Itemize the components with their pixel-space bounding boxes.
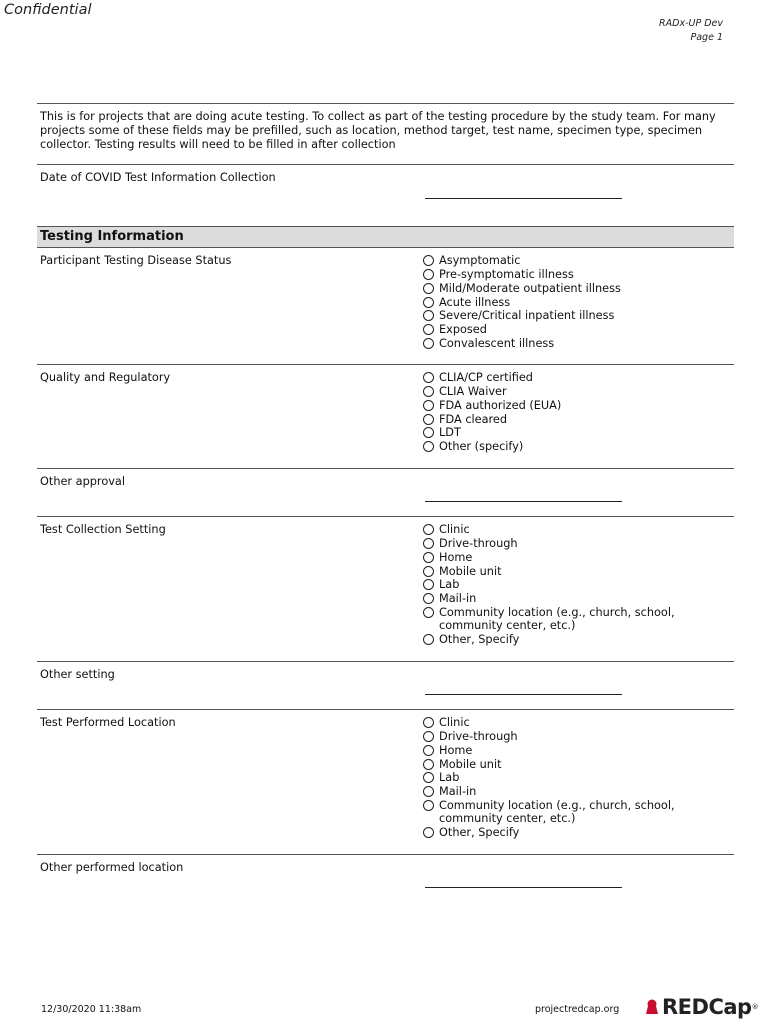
radio-icon[interactable] bbox=[423, 441, 434, 452]
option[interactable]: FDA cleared bbox=[423, 413, 689, 427]
option[interactable]: Pre-symptomatic illness bbox=[423, 268, 689, 282]
field-label: Test Performed Location bbox=[40, 716, 176, 730]
option[interactable]: Convalescent illness bbox=[423, 337, 689, 351]
option[interactable]: Other, Specify bbox=[423, 633, 689, 647]
option[interactable]: Other, Specify bbox=[423, 826, 689, 840]
redcap-logo bbox=[645, 995, 759, 1019]
option[interactable]: Drive-through bbox=[423, 537, 689, 551]
option[interactable]: Other (specify) bbox=[423, 440, 689, 454]
option[interactable]: Home bbox=[423, 744, 689, 758]
intro-text: This is for projects that are doing acute testing. To collect as part of the testing procedure by the study team. For many projects some of these fields may be prefilled, such as location, method target, test name, specimen type, specimen collector. Testing results will need to be filled in after collection bbox=[40, 110, 716, 151]
option[interactable]: Home bbox=[423, 551, 689, 565]
option[interactable]: CLIA Waiver bbox=[423, 385, 689, 399]
form-content bbox=[37, 103, 734, 902]
section-header: Testing Information bbox=[37, 226, 734, 248]
radio-icon[interactable] bbox=[423, 372, 434, 383]
field-label: Quality and Regulatory bbox=[40, 371, 171, 385]
field-label: Other approval bbox=[40, 475, 125, 489]
radio-icon[interactable] bbox=[423, 324, 434, 335]
options-group bbox=[423, 254, 689, 350]
radio-icon[interactable] bbox=[423, 386, 434, 397]
option[interactable]: Exposed bbox=[423, 323, 689, 337]
field-quality bbox=[37, 365, 734, 468]
radio-icon[interactable] bbox=[423, 524, 434, 535]
date-input-line[interactable] bbox=[425, 198, 622, 199]
radio-icon[interactable] bbox=[423, 552, 434, 563]
redcap-logo-icon bbox=[645, 999, 661, 1015]
radio-icon[interactable] bbox=[423, 634, 434, 645]
option[interactable]: Clinic bbox=[423, 523, 689, 537]
option[interactable]: FDA authorized (EUA) bbox=[423, 399, 689, 413]
option[interactable]: Severe/Critical inpatient illness bbox=[423, 309, 689, 323]
field-label: Date of COVID Test Information Collection bbox=[40, 171, 276, 185]
radio-icon[interactable] bbox=[423, 538, 434, 549]
option[interactable]: Community location (e.g., church, school, community center, etc.) bbox=[423, 606, 689, 633]
field-label: Other setting bbox=[40, 668, 115, 682]
radio-icon[interactable] bbox=[423, 427, 434, 438]
radio-icon[interactable] bbox=[423, 310, 434, 321]
footer-site-link[interactable]: projectredcap.org bbox=[535, 1004, 620, 1015]
other-approval-input-line[interactable] bbox=[425, 501, 622, 502]
radio-icon[interactable] bbox=[423, 255, 434, 266]
page-header bbox=[659, 17, 723, 45]
option[interactable]: CLIA/CP certified bbox=[423, 371, 689, 385]
radio-icon[interactable] bbox=[423, 338, 434, 349]
field-disease-status bbox=[37, 248, 734, 364]
radio-icon[interactable] bbox=[423, 759, 434, 770]
option[interactable]: Lab bbox=[423, 771, 689, 785]
option[interactable]: Lab bbox=[423, 578, 689, 592]
redcap-logo-text: REDCap bbox=[662, 995, 752, 1019]
radio-icon[interactable] bbox=[423, 717, 434, 728]
options-group bbox=[423, 371, 689, 453]
radio-icon[interactable] bbox=[423, 731, 434, 742]
field-other-performed bbox=[37, 855, 734, 902]
project-name: RADx-UP Dev bbox=[659, 18, 723, 29]
field-date bbox=[37, 165, 734, 226]
option[interactable]: Mobile unit bbox=[423, 758, 689, 772]
field-label: Test Collection Setting bbox=[40, 523, 166, 537]
radio-icon[interactable] bbox=[423, 269, 434, 280]
option[interactable]: Community location (e.g., church, school, community center, etc.) bbox=[423, 799, 689, 826]
option[interactable]: Asymptomatic bbox=[423, 254, 689, 268]
footer-timestamp: 12/30/2020 11:38am bbox=[41, 1004, 142, 1015]
options-group bbox=[423, 716, 689, 839]
field-label: Other performed location bbox=[40, 861, 184, 875]
confidential-label: Confidential bbox=[4, 2, 92, 18]
option[interactable]: Acute illness bbox=[423, 296, 689, 310]
field-collection-setting bbox=[37, 517, 734, 661]
option[interactable]: Clinic bbox=[423, 716, 689, 730]
field-other-setting bbox=[37, 662, 734, 709]
radio-icon[interactable] bbox=[423, 297, 434, 308]
radio-icon[interactable] bbox=[423, 800, 434, 811]
radio-icon[interactable] bbox=[423, 593, 434, 604]
other-performed-input-line[interactable] bbox=[425, 887, 622, 888]
radio-icon[interactable] bbox=[423, 579, 434, 590]
radio-icon[interactable] bbox=[423, 772, 434, 783]
radio-icon[interactable] bbox=[423, 414, 434, 425]
field-other-approval bbox=[37, 469, 734, 516]
radio-icon[interactable] bbox=[423, 745, 434, 756]
page-number: Page 1 bbox=[690, 32, 723, 43]
option[interactable]: Mail-in bbox=[423, 785, 689, 799]
field-performed-location bbox=[37, 710, 734, 854]
radio-icon[interactable] bbox=[423, 400, 434, 411]
option[interactable]: Mail-in bbox=[423, 592, 689, 606]
registered-mark: ® bbox=[751, 1003, 759, 1011]
radio-icon[interactable] bbox=[423, 827, 434, 838]
radio-icon[interactable] bbox=[423, 566, 434, 577]
field-label: Participant Testing Disease Status bbox=[40, 254, 232, 268]
options-group bbox=[423, 523, 689, 646]
radio-icon[interactable] bbox=[423, 283, 434, 294]
option[interactable]: Drive-through bbox=[423, 730, 689, 744]
radio-icon[interactable] bbox=[423, 607, 434, 618]
other-setting-input-line[interactable] bbox=[425, 694, 622, 695]
option[interactable]: Mild/Moderate outpatient illness bbox=[423, 282, 689, 296]
radio-icon[interactable] bbox=[423, 786, 434, 797]
option[interactable]: Mobile unit bbox=[423, 565, 689, 579]
option[interactable]: LDT bbox=[423, 426, 689, 440]
